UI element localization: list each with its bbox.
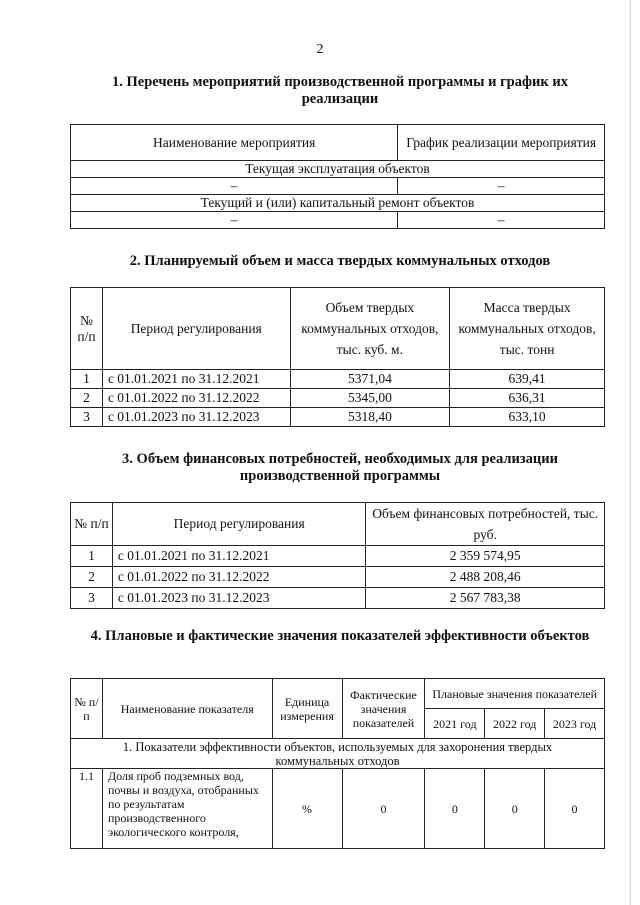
s4-group-landfill: 1. Показатели эффективности объектов, используемых для захоронения твердых коммунальных отходов xyxy=(71,739,605,769)
s3-header-amount: Объем финансовых потребностей, тыс. руб. xyxy=(366,503,605,546)
s4-header-actual: Фактические значения показателей xyxy=(342,679,425,739)
table-row-unit: % xyxy=(272,769,342,849)
s1-dash: – xyxy=(71,212,398,229)
s1-dash: – xyxy=(398,212,605,229)
table-row-amount: 2 359 574,95 xyxy=(366,546,605,567)
table-row-num: 1 xyxy=(71,546,113,567)
table-row-2022: 0 xyxy=(485,769,545,849)
s4-header-num: № п/п xyxy=(71,679,103,739)
table-row-volume: 5318,40 xyxy=(290,408,450,427)
s3-header-period: Период регулирования xyxy=(112,503,366,546)
section2-table xyxy=(70,287,605,427)
s1-header-schedule: График реализации мероприятия xyxy=(398,125,605,161)
s2-header-num: № п/п xyxy=(71,288,103,370)
s1-group-repair: Текущий и (или) капитальный ремонт объектов xyxy=(71,195,605,212)
table-row-indicator: Доля проб подземных вод, почвы и воздуха, отобранных по результатам производственного экологического контроля, xyxy=(102,769,272,849)
table-row-num: 3 xyxy=(71,588,113,609)
table-row-num: 1 xyxy=(71,370,103,389)
section4-table xyxy=(70,678,605,849)
s4-header-unit: Единица измерения xyxy=(272,679,342,739)
table-row-num: 3 xyxy=(71,408,103,427)
s4-header-2021: 2021 год xyxy=(425,709,485,739)
s4-header-name: Наименование показателя xyxy=(102,679,272,739)
s1-dash: – xyxy=(398,178,605,195)
table-row-period: с 01.01.2022 по 31.12.2022 xyxy=(102,389,290,408)
section4-title: 4. Плановые и фактические значения показателей эффективности объектов xyxy=(90,628,590,644)
table-row-period: с 01.01.2021 по 31.12.2021 xyxy=(112,546,366,567)
table-row-actual: 0 xyxy=(342,769,425,849)
s1-header-name: Наименование мероприятия xyxy=(71,125,398,161)
s4-header-2022: 2022 год xyxy=(485,709,545,739)
section3-title: 3. Объем финансовых потребностей, необходимых для реализации производственной программы xyxy=(122,451,558,484)
section2-title: 2. Планируемый объем и масса твердых коммунальных отходов xyxy=(129,253,551,269)
scan-edge-line xyxy=(630,0,631,905)
table-row-mass: 636,31 xyxy=(450,389,605,408)
table-row-amount: 2 567 783,38 xyxy=(366,588,605,609)
s2-header-mass: Масса твердых коммунальных отходов, тыс. тонн xyxy=(450,288,605,370)
table-row-period: с 01.01.2022 по 31.12.2022 xyxy=(112,567,366,588)
section1-table xyxy=(70,124,605,229)
table-row-mass: 633,10 xyxy=(450,408,605,427)
s1-group-operation: Текущая эксплуатация объектов xyxy=(71,161,605,178)
s4-header-planned: Плановые значения показателей xyxy=(425,679,605,709)
table-row-num: 2 xyxy=(71,567,113,588)
s2-header-period: Период регулирования xyxy=(102,288,290,370)
table-row-2021: 0 xyxy=(425,769,485,849)
table-row-volume: 5371,04 xyxy=(290,370,450,389)
table-row-period: с 01.01.2021 по 31.12.2021 xyxy=(102,370,290,389)
s1-dash: – xyxy=(71,178,398,195)
section1-title: 1. Перечень мероприятий производственной программы и график их реализации xyxy=(112,74,568,107)
table-row-mass: 639,41 xyxy=(450,370,605,389)
table-row-period: с 01.01.2023 по 31.12.2023 xyxy=(102,408,290,427)
table-row-2023: 0 xyxy=(545,769,605,849)
s2-header-volume: Объем твердых коммунальных отходов, тыс. куб. м. xyxy=(290,288,450,370)
table-row-period: с 01.01.2023 по 31.12.2023 xyxy=(112,588,366,609)
table-row-num: 2 xyxy=(71,389,103,408)
table-row-amount: 2 488 208,46 xyxy=(366,567,605,588)
table-row-volume: 5345,00 xyxy=(290,389,450,408)
table-row-num: 1.1 xyxy=(71,769,103,849)
page-number: 2 xyxy=(316,42,324,57)
s4-header-2023: 2023 год xyxy=(545,709,605,739)
s3-header-num: № п/п xyxy=(71,503,113,546)
section3-table xyxy=(70,502,605,609)
